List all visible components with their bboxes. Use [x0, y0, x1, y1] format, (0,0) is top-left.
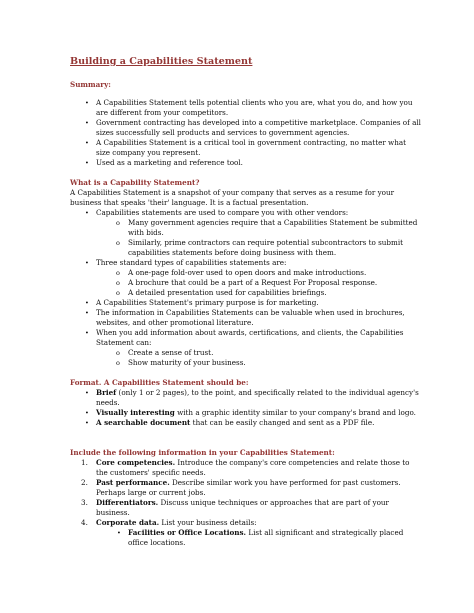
sub-bullet-icon: o [116, 279, 120, 287]
list-item: • A searchable document that can be easily changed and sent as a PDF file. [85, 418, 375, 427]
bullet-icon: • [85, 99, 89, 107]
bullet-icon: • [85, 159, 89, 167]
bullet-icon: • [85, 119, 89, 127]
list-item: • Government contracting has developed into a competitive marketplace. Companies of all sizes successfully sell products and services to government agencies. [85, 118, 421, 137]
format-heading: Format. A Capabilities Statement should be: [70, 378, 249, 387]
list-item: 1. Core competencies. Introduce the company's core competencies and relate those to the customers' specific needs. [81, 458, 410, 477]
list-item: • The information in Capabilities Statements can be valuable when used in brochures, websites, and other promotional literature. [85, 308, 405, 327]
what-is-list-3 [85, 298, 421, 348]
what-is-sublist-2 [116, 268, 418, 298]
list-item: o A detailed presentation used for capabilities briefings. [116, 288, 327, 297]
sub-bullet-icon: o [116, 269, 120, 277]
bullet-icon: • [85, 299, 89, 307]
sub-bullet-icon: o [116, 359, 120, 367]
list-item: • Visually interesting with a graphic identity similar to your company's brand and logo. [85, 408, 416, 417]
list-item: o Show maturity of your business. [116, 358, 246, 367]
list-item: o Create a sense of trust. [116, 348, 214, 357]
include-sublist [117, 528, 418, 548]
bullet-icon: • [85, 409, 89, 417]
summary-list [85, 98, 421, 168]
list-item: 2. Past performance. Describe similar work you have performed for past customers. Perhaps large or current jobs. [81, 478, 401, 497]
include-heading: Include the following information in your Capabilities Statement: [70, 448, 335, 457]
what-is-list-1 [85, 208, 421, 218]
document-title: Building a Capabilities Statement [70, 56, 253, 67]
list-item: o A brochure that could be a part of a Request For Proposal response. [116, 278, 378, 287]
format-list [85, 388, 421, 428]
list-item: • A Capabilities Statement tells potential clients who you are, what you do, and how you are different from your competitors. [85, 98, 413, 117]
list-item: • When you add information about awards, certifications, and clients, the Capabilities Statement can: [85, 328, 404, 347]
bullet-icon: • [117, 529, 121, 537]
list-item: 3. Differentiators. Discuss unique techniques or approaches that are part of your business. [81, 498, 389, 517]
sub-bullet-icon: o [116, 289, 120, 297]
list-item: o A one-page fold-over used to open doors and make introductions. [116, 268, 367, 277]
list-item: • Capabilities statements are used to compare you with other vendors: [85, 208, 349, 217]
bullet-icon: • [85, 209, 89, 217]
sub-bullet-icon: o [116, 349, 120, 357]
bullet-icon: • [85, 259, 89, 267]
what-is-sublist-1 [116, 218, 418, 258]
what-is-list-2 [85, 258, 421, 268]
summary-heading: Summary: [70, 80, 111, 89]
bullet-icon: • [85, 329, 89, 337]
sub-bullet-icon: o [116, 219, 120, 227]
list-item: o Many government agencies require that a Capabilities Statement be submitted with bids. [116, 218, 418, 237]
include-list [81, 458, 421, 528]
what-is-heading: What is a Capability Statement? [70, 178, 200, 187]
what-is-intro: A Capabilities Statement is a snapshot of your company that serves as a resume for your business that speaks 'their' language. It is a factual presentation. [70, 188, 395, 207]
list-item: • A Capabilities Statement is a critical tool in government contracting, no matter what size company you represent. [85, 138, 407, 157]
list-item: • Brief (only 1 or 2 pages), to the point, and specifically related to the individual agency's needs. [85, 388, 419, 407]
bullet-icon: • [85, 139, 89, 147]
what-is-sublist-3 [116, 348, 418, 368]
list-item: o Similarly, prime contractors can require potential subcontractors to submit capabilities statements before doing business with them. [116, 238, 404, 257]
bullet-icon: • [85, 389, 89, 397]
list-item: 4. Corporate data. List your business details: [81, 518, 257, 527]
list-item: • Used as a marketing and reference tool. [85, 158, 243, 167]
bullet-icon: • [85, 309, 89, 317]
list-item: • A Capabilities Statement's primary purpose is for marketing. [85, 298, 319, 307]
list-item: • Facilities or Office Locations. List all significant and strategically placed office locations. [117, 528, 404, 547]
list-item: • Three standard types of capabilities statements are: [85, 258, 287, 267]
sub-bullet-icon: o [116, 239, 120, 247]
bullet-icon: • [85, 419, 89, 427]
